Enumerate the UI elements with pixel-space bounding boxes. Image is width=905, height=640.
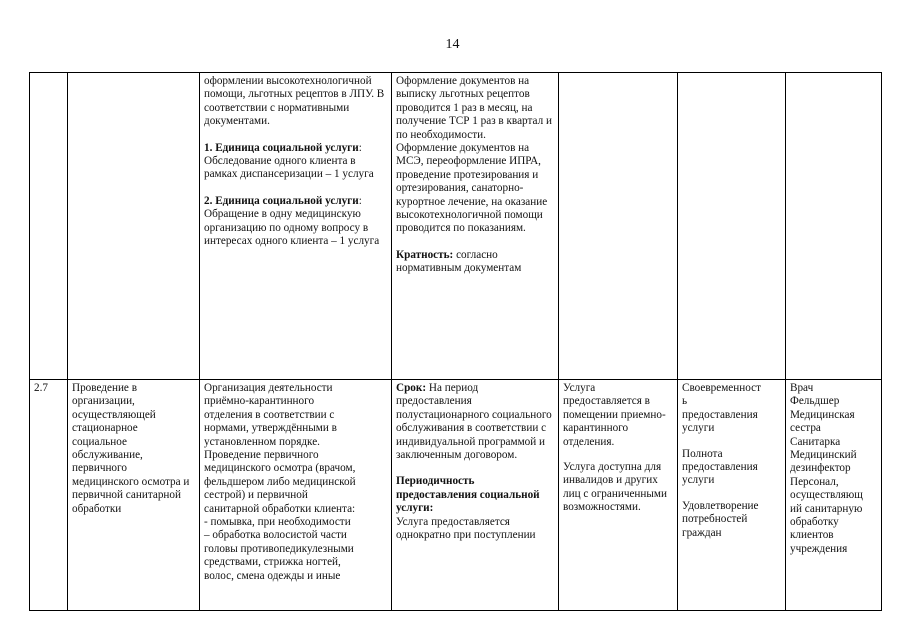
- cell-terms: [392, 73, 559, 380]
- page-number: 14: [445, 37, 460, 52]
- staff-line: сестра: [790, 422, 821, 435]
- description-line: нормами, утверждёнными в: [204, 422, 337, 435]
- staff-line: Санитарка: [790, 435, 841, 448]
- description-line: отделения в соответствии с: [204, 408, 335, 421]
- terms-text-1: Оформление документов на выписку льготных рецептов проводится 1 раз в месяц, на получение ТСР 1 раз в квартал и по необходимости.: [396, 75, 552, 141]
- quality-timeliness: Своевременност ь предоставления услуги: [682, 382, 761, 435]
- staff-line: осуществляющ: [790, 489, 863, 502]
- cell-quality: [678, 73, 786, 380]
- staff-line: ий санитарную: [790, 502, 863, 515]
- description-line: Проведение первичного: [204, 449, 319, 462]
- description-line: фельдшером либо медицинской: [204, 475, 356, 488]
- cell-description: [200, 73, 392, 380]
- services-table: [29, 72, 882, 611]
- description-line: средствами, стрижка ногтей,: [204, 556, 341, 569]
- periodicity-text: Услуга предоставляется однократно при поступлении: [396, 515, 536, 542]
- staff-line: Врач: [790, 382, 814, 394]
- term-label: Срок:: [396, 382, 427, 394]
- description-line: - помывка, при необходимости: [204, 516, 351, 529]
- cell-conditions: [559, 73, 678, 380]
- staff-line: обработку: [790, 516, 839, 529]
- staff-line: дезинфектор: [790, 462, 851, 475]
- conditions-text-1: Услуга предоставляется в помещении приемно-карантинного отделения.: [563, 382, 666, 448]
- cell-service-name: [68, 73, 200, 380]
- description-line: установленном порядке.: [204, 435, 320, 448]
- unit-1-text: Обследование одного клиента в рамках диспансеризации – 1 услуга: [204, 155, 374, 181]
- description-line: Организация деятельности: [204, 382, 333, 394]
- description-intro: оформлении высокотехнологичной помощи, льготных рецептов в ЛПУ. В соответствии с нормативными документами.: [204, 75, 385, 128]
- cell-staff: [786, 380, 882, 611]
- term-text: На период предоставления полустационарного социального обслуживания в соответствии с индивидуальной программой и заключенным договором.: [396, 382, 552, 462]
- description-line: волос, смена одежды и иные: [204, 569, 341, 582]
- quality-completeness: Полнота предоставления услуги: [682, 447, 758, 487]
- frequency-text: согласно нормативным документам: [396, 248, 522, 275]
- description-line: – обработка волосистой части: [204, 529, 347, 542]
- staff-line: клиентов: [790, 529, 834, 542]
- unit-2-title: 2. Единица социальной услуги:: [204, 194, 362, 207]
- frequency-label: Кратность:: [396, 248, 454, 261]
- unit-2-text: Обращение в одну медицинскую организацию по одному вопросу в интересах одного клиента – 1 услуга: [204, 208, 380, 248]
- description-line: головы противопедикулезными: [204, 542, 354, 555]
- periodicity-label: Периодичность предоставления социальной услуги:: [396, 475, 540, 515]
- staff-line: Фельдшер: [790, 395, 840, 408]
- cell-staff: [786, 73, 882, 380]
- description-line: медицинского осмотра (врачом,: [204, 462, 356, 475]
- staff-line: Медицинская: [790, 408, 855, 421]
- cell-description: [200, 380, 392, 611]
- staff-line: учреждения: [790, 542, 848, 555]
- cell-service-name: Проведение в организации, осуществляющей стационарное социальное обслуживание, первичного медицинского осмотра и первичной санитарной обработки: [68, 380, 200, 611]
- term: [396, 382, 554, 462]
- staff-line: Персонал,: [790, 475, 839, 488]
- description-line: санитарной обработки клиента:: [204, 502, 356, 515]
- cell-quality: [678, 380, 786, 611]
- table-row: [30, 73, 882, 380]
- table-row: [30, 380, 882, 611]
- staff-line: Медицинский: [790, 449, 857, 462]
- conditions-text-2: Услуга доступна для инвалидов и других лиц с ограниченными возможностями.: [563, 461, 667, 514]
- description-line: приёмно-карантинного: [204, 395, 315, 408]
- quality-satisfaction: Удовлетворение потребностей граждан: [682, 499, 759, 539]
- cell-number: 2.7: [30, 380, 68, 611]
- cell-terms: [392, 380, 559, 611]
- terms-text-2: Оформление документов на МСЭ, переоформление ИПРА, проведение протезирования и ортезирования, санаторно-курортное лечение, на оказание высокотехнологичной помощи проводится по показаниям.: [396, 142, 548, 235]
- frequency: [396, 249, 554, 276]
- description-line: сестрой) и первичной: [204, 489, 308, 502]
- cell-number: [30, 73, 68, 380]
- cell-conditions: [559, 380, 678, 611]
- unit-1-title: 1. Единица социальной услуги:: [204, 141, 362, 154]
